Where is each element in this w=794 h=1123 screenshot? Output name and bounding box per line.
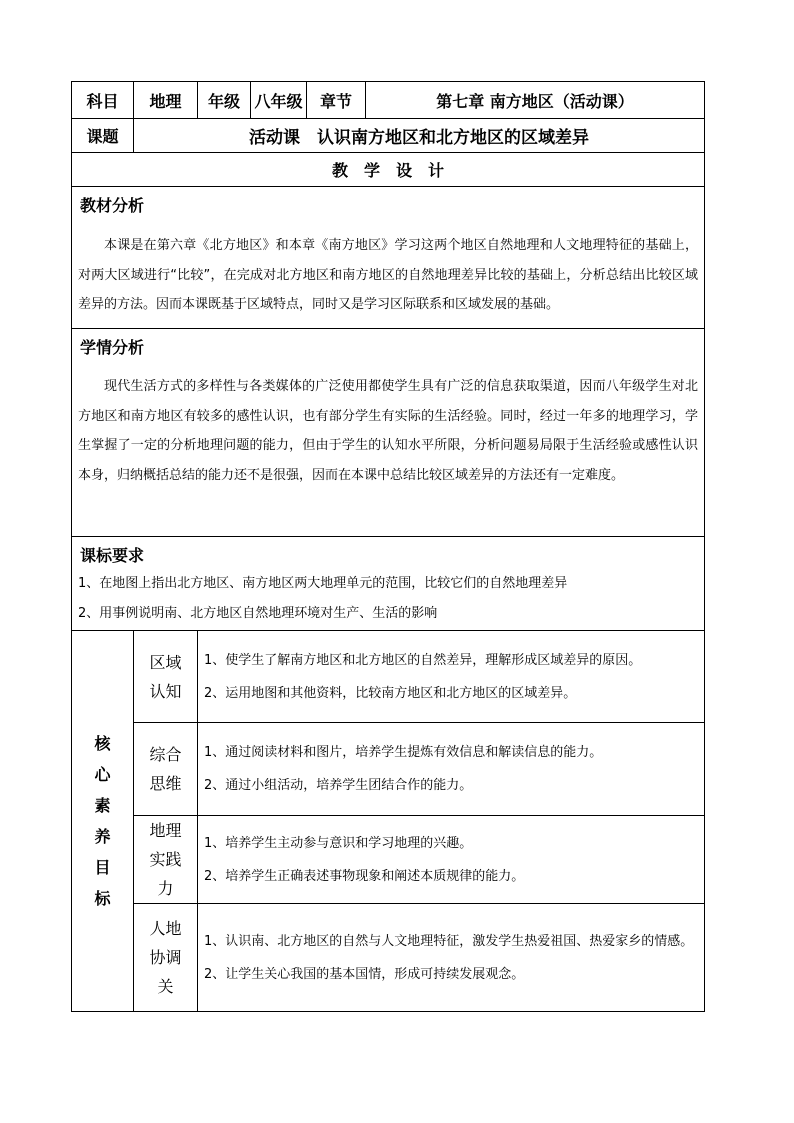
core-group-items	[198, 631, 705, 723]
textbook-analysis-text: 本课是在第六章《北方地区》和本章《南方地区》学习这两个地区自然地理和人文地理特征的基础上，对两大区域进行“比较”，在完成对北方地区和南方地区的自然地理差异比较的基础上，分析总结出比较区域差异的方法。因而本课既基于区域特点，同时又是学习区际联系和区域发展的基础。	[78, 238, 699, 312]
header-row	[72, 82, 705, 119]
core-item: 2、让学生关心我国的基本国情，形成可持续发展观念。	[204, 966, 525, 982]
grade-value: 八年级	[251, 82, 307, 119]
topic-label: 课题	[72, 119, 134, 153]
core-group-name: 地理实践力	[134, 816, 198, 904]
curriculum-list	[72, 566, 704, 629]
lesson-plan-table	[71, 81, 705, 1012]
curriculum-item: 1、在地图上指出北方地区、南方地区两大地理单元的范围，比较它们的自然地理差异	[78, 576, 568, 591]
student-analysis-row	[72, 329, 705, 537]
core-item: 2、运用地图和其他资料，比较南方地区和北方地区的区域差异。	[204, 685, 577, 701]
core-group-items	[198, 904, 705, 1012]
curriculum-row	[72, 537, 705, 631]
subject-label: 科目	[72, 82, 134, 119]
textbook-analysis-row	[72, 187, 705, 329]
student-analysis-text: 现代生活方式的多样性与各类媒体的广泛使用都使学生具有广泛的信息获取渠道，因而八年级学生对北方地区和南方地区有较多的感性认识，也有部分学生有实际的生活经验。同时，经过一年多的地理学习，学生掌握了一定的分析地理问题的能力，但由于学生的认知水平所限，分析问题易局限于生活经验或感性认识本身，归纳概括总结的能力还不是很强，因而在本课中总结比较区域差异的方法还有一定难度。	[78, 379, 699, 483]
core-group-items	[198, 816, 705, 904]
design-title-row	[72, 153, 705, 187]
core-row-4	[72, 904, 705, 1012]
core-item: 1、培养学生主动参与意识和学习地理的兴趣。	[204, 835, 473, 851]
core-row-1	[72, 631, 705, 723]
core-literacy-label-text: 核心素养目标	[94, 734, 111, 908]
lesson-plan-document	[71, 81, 704, 1012]
textbook-analysis-cell	[72, 187, 705, 329]
core-item: 2、培养学生正确表述事物现象和阐述本质规律的能力。	[204, 868, 525, 884]
core-literacy-label	[72, 631, 134, 1012]
core-item: 2、通过小组活动，培养学生团结合作的能力。	[204, 778, 473, 793]
student-analysis-body	[72, 358, 704, 490]
core-row-3	[72, 816, 705, 904]
core-group-name: 综合思维	[134, 723, 198, 816]
core-row-2	[72, 723, 705, 816]
textbook-analysis-title: 教材分析	[80, 196, 145, 215]
topic-row	[72, 119, 705, 153]
design-title: 教 学 设 计	[72, 153, 705, 187]
topic-value: 活动课 认识南方地区和北方地区的区域差异	[134, 119, 705, 153]
grade-label: 年级	[198, 82, 251, 119]
student-analysis-title: 学情分析	[80, 338, 145, 357]
core-group-name: 人地协调关	[134, 904, 198, 1012]
subject-value: 地理	[134, 82, 198, 119]
student-analysis-cell	[72, 329, 705, 537]
curriculum-title: 课标要求	[80, 546, 145, 565]
curriculum-cell	[72, 537, 705, 631]
chapter-label: 章节	[307, 82, 366, 119]
core-item: 1、认识南、北方地区的自然与人文地理特征，激发学生热爱祖国、热爱家乡的情感。	[204, 933, 694, 949]
core-item: 1、通过阅读材料和图片，培养学生提炼有效信息和解读信息的能力。	[204, 745, 603, 760]
textbook-analysis-body	[72, 216, 704, 320]
core-item: 1、使学生了解南方地区和北方地区的自然差异，理解形成区域差异的原因。	[204, 652, 642, 668]
core-group-items	[198, 723, 705, 816]
core-group-name: 区域认知	[134, 631, 198, 723]
curriculum-item: 2、用事例说明南、北方地区自然地理环境对生产、生活的影响	[78, 606, 438, 621]
chapter-value: 第七章 南方地区（活动课）	[366, 82, 705, 119]
